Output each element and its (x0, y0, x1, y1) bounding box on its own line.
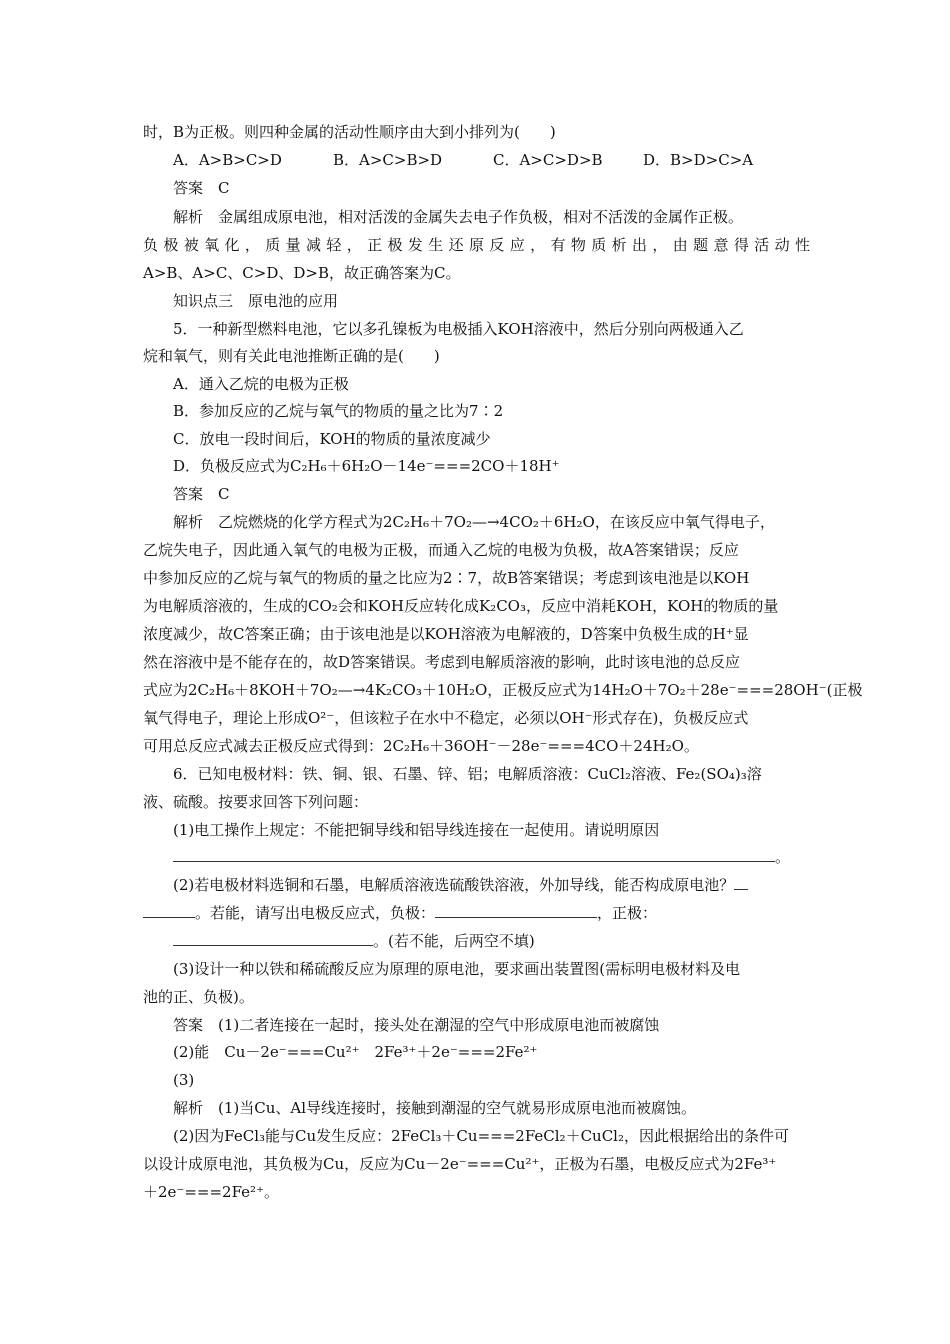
q5-analysis-line: 氧气得电子，理论上形成O²⁻，但该粒子在水中不稳定，必须以OH⁻形式存在)，负极反应式 (143, 709, 749, 727)
q4-option-d: D．B>D>C>A (643, 151, 754, 169)
q6-analysis-line: ＋2e⁻===2Fe²⁺。 (143, 1183, 279, 1201)
q6-stem-line: 液、硫酸。按要求回答下列问题： (143, 793, 369, 811)
q6-part2-text: 。若能，请写出电极反应式，负极： (195, 904, 436, 922)
q6-stem-line: 6．已知电极材料：铁、铜、银、石墨、锌、铝；电解质溶液：CuCl₂溶液、Fe₂(SO₄)₃溶 (173, 765, 762, 783)
q5-stem-line: 烷和氧气，则有关此电池推断正确的是( ) (143, 347, 440, 365)
q4-stem-tail: 时，B为正极。则四种金属的活动性顺序由大到小排列为( ) (143, 123, 556, 141)
q6-part2-end (173, 931, 535, 951)
q6-part3-line: (3)设计一种以铁和稀硫酸反应为原理的原电池，要求画出装置图(需标明电极材料及电 (173, 960, 741, 978)
q6-answer-1: 答案 (1)二者连接在一起时，接头处在潮湿的空气中形成原电池而被腐蚀 (173, 1016, 660, 1034)
answer-blank[interactable] (734, 875, 748, 890)
q4-analysis-line: 解析 金属组成原电池，相对活泼的金属失去电子作负极，相对不活泼的金属作正极。 (173, 208, 744, 226)
section-heading: 知识点三 原电池的应用 (173, 292, 339, 310)
q6-part1: (1)电工操作上规定：不能把铜导线和铝导线连接在一起使用。请说明原因 (173, 821, 660, 839)
q4-answer: 答案 C (173, 179, 230, 197)
q6-analysis-line: (2)因为FeCl₃能与Cu发生反应：2FeCl₃＋Cu===2FeCl₂＋CuCl₂，因此根据给出的条件可 (173, 1127, 789, 1145)
q6-part1-answer-line (173, 847, 790, 867)
q5-analysis-line: 式应为2C₂H₆＋8KOH＋7O₂—→4K₂CO₃＋10H₂O，正极反应式为14H₂O＋7O₂＋28e⁻===28OH⁻(正极 (143, 681, 863, 699)
q5-analysis-line: 乙烷失电子，因此通入氧气的电极为正极，而通入乙烷的电极为负极，故A答案错误；反应 (143, 541, 739, 559)
q6-analysis-line: 以设计成原电池，其负极为Cu，反应为Cu－2e⁻===Cu²⁺，正极为石墨，电极反应式为2Fe³⁺ (143, 1155, 777, 1173)
answer-blank[interactable] (143, 903, 195, 918)
q6-part1-end: 。 (775, 848, 791, 866)
q5-option-a: A．通入乙烷的电极为正极 (173, 375, 349, 393)
q6-part2-text: 。(若不能，后两空不填) (373, 932, 535, 950)
q4-options (173, 150, 753, 170)
answer-blank[interactable] (173, 931, 373, 946)
q4-option-b: B．A>C>B>D (333, 151, 443, 169)
q5-stem-line: 5．一种新型燃料电池，它以多孔镍板为电极插入KOH溶液中，然后分别向两极通入乙 (173, 320, 744, 338)
q5-analysis-line: 浓度减少，故C答案正确；由于该电池是以KOH溶液为电解液的，D答案中负极生成的H⁺显 (143, 625, 749, 643)
q6-part2-cont (143, 903, 657, 923)
q5-analysis-line: 为电解质溶液的，生成的CO₂会和KOH反应转化成K₂CO₃，反应中消耗KOH，KOH的物质的量 (143, 597, 779, 615)
q5-option-d: D．负极反应式为C₂H₆＋6H₂O－14e⁻===2CO＋18H⁺ (173, 457, 560, 475)
q6-answer-3: (3) (173, 1071, 195, 1089)
q4-option-c: C．A>C>D>B (493, 151, 603, 169)
q4-option-a: A．A>B>C>D (173, 151, 282, 169)
q6-analysis-1: 解析 (1)当Cu、Al导线连接时，接触到潮湿的空气就易形成原电池而被腐蚀。 (173, 1099, 697, 1117)
q6-part2-text: (2)若电极材料选铜和石墨，电解质溶液选硫酸铁溶液，外加导线，能否构成原电池？ (173, 876, 735, 894)
q6-part3-line: 池的正、负极)。 (143, 988, 254, 1006)
q5-analysis-line: 中参加反应的乙烷与氧气的物质的量之比应为2∶7，故B答案错误；考虑到该电池是以KOH (143, 569, 750, 587)
q6-part2 (173, 875, 748, 895)
q5-analysis-line: 解析 乙烷燃烧的化学方程式为2C₂H₆＋7O₂—→4CO₂＋6H₂O，在该反应中氧气得电子， (173, 513, 775, 531)
answer-blank[interactable] (435, 903, 597, 918)
answer-blank[interactable] (173, 847, 775, 862)
q5-option-b: B．参加反应的乙烷与氧气的物质的量之比为7∶2 (173, 402, 504, 420)
q5-analysis-line: 然在溶液中是不能存在的，故D答案错误。考虑到电解质溶液的影响，此时该电池的总反应 (143, 653, 741, 671)
q5-analysis-line: 可用总反应式减去正极反应式得到：2C₂H₆＋36OH⁻－28e⁻===4CO＋24H₂O。 (143, 737, 699, 755)
q5-option-c: C．放电一段时间后，KOH的物质的量浓度减少 (173, 430, 491, 448)
q4-analysis-line: A>B、A>C、C>D、D>B，故正确答案为C。 (143, 264, 461, 282)
q6-answer-2: (2)能 Cu－2e⁻===Cu²⁺ 2Fe³⁺＋2e⁻===2Fe²⁺ (173, 1043, 538, 1061)
q6-part2-text: ，正极： (597, 904, 658, 922)
q5-answer: 答案 C (173, 485, 230, 503)
q4-analysis-line: 负极被氧化，质量减轻，正极发生还原反应，有物质析出，由题意得活动性 (143, 236, 810, 254)
